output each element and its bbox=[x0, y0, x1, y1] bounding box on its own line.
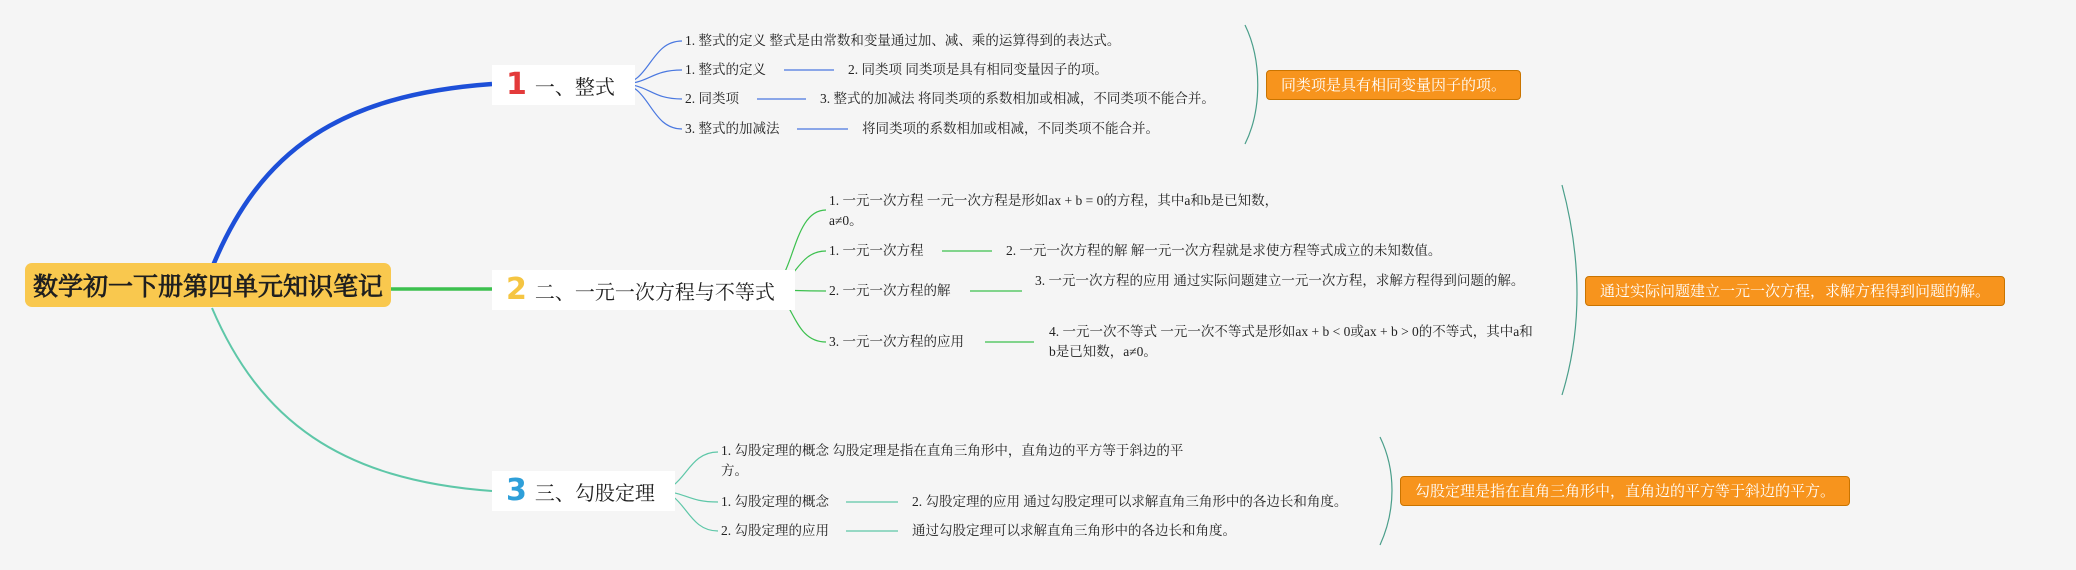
branch-2-summary[interactable]: 通过实际问题建立一元一次方程，求解方程得到问题的解。 bbox=[1585, 276, 2005, 306]
branch-3-bracket bbox=[1380, 437, 1392, 545]
branch-1-sub-2[interactable]: 3. 整式的加减法 将同类项的系数相加或相减，不同类项不能合并。 bbox=[820, 91, 1215, 106]
branch-2-bracket bbox=[1562, 185, 1577, 395]
branch-1-summary[interactable]: 同类项是具有相同变量因子的项。 bbox=[1266, 70, 1521, 100]
branch-3-node[interactable] bbox=[492, 471, 675, 511]
branch-3-item-3[interactable]: 2. 勾股定理的应用 bbox=[721, 523, 829, 538]
branch-1-item-2[interactable]: 1. 整式的定义 bbox=[685, 62, 766, 77]
branch-2-node[interactable] bbox=[492, 270, 795, 310]
branch-3-title: 三、勾股定理 bbox=[534, 480, 655, 505]
branch-2-sub-1[interactable]: 2. 一元一次方程的解 解一元一次方程就是求使方程等式成立的未知数值。 bbox=[1006, 243, 1442, 258]
root-topic[interactable] bbox=[25, 263, 391, 307]
branch-1-connectors bbox=[620, 41, 848, 129]
number-2-icon: 2 bbox=[506, 272, 527, 307]
branch-1-item-3[interactable]: 2. 同类项 bbox=[685, 91, 739, 106]
branch-2-item-2[interactable]: 1. 一元一次方程 bbox=[829, 243, 924, 258]
branch-3-item-2[interactable]: 1. 勾股定理的概念 bbox=[721, 494, 829, 509]
branch-2-item-1[interactable]: 1. 一元一次方程 一元一次方程是形如ax + b = 0的方程，其中a和b是已知数，a≠0。 bbox=[829, 193, 1279, 228]
branch-1-item-4[interactable]: 3. 整式的加减法 bbox=[685, 121, 780, 136]
branch-1-item-1[interactable]: 1. 整式的定义 整式是由常数和变量通过加、减、乘的运算得到的表达式。 bbox=[685, 33, 1121, 48]
number-3-icon: 3 bbox=[506, 473, 527, 508]
root-to-branch-3-line bbox=[212, 308, 492, 491]
root-to-branch-1-line bbox=[212, 84, 492, 268]
branch-1-sub-1[interactable]: 2. 同类项 同类项是具有相同变量因子的项。 bbox=[848, 62, 1108, 77]
branch-1-bracket bbox=[1245, 25, 1258, 144]
branch-1-sub-3[interactable]: 将同类项的系数相加或相减，不同类项不能合并。 bbox=[862, 121, 1159, 136]
branch-3-item-1[interactable]: 1. 勾股定理的概念 勾股定理是指在直角三角形中，直角边的平方等于斜边的平方。 bbox=[721, 443, 1184, 478]
branch-1-node[interactable] bbox=[492, 65, 635, 105]
branch-2-item-3[interactable]: 2. 一元一次方程的解 bbox=[829, 283, 951, 298]
branch-3-sub-1[interactable]: 2. 勾股定理的应用 通过勾股定理可以求解直角三角形中的各边长和角度。 bbox=[912, 494, 1348, 509]
branch-3-sub-2[interactable]: 通过勾股定理可以求解直角三角形中的各边长和角度。 bbox=[912, 523, 1236, 538]
branch-2-title: 二、一元一次方程与不等式 bbox=[534, 279, 775, 304]
branch-2-item-4[interactable]: 3. 一元一次方程的应用 bbox=[829, 334, 964, 349]
number-1-icon: 1 bbox=[506, 67, 527, 102]
branch-2-sub-2[interactable]: 3. 一元一次方程的应用 通过实际问题建立一元一次方程，求解方程得到问题的解。 bbox=[1035, 273, 1525, 288]
branch-3-summary[interactable]: 勾股定理是指在直角三角形中，直角边的平方等于斜边的平方。 bbox=[1400, 476, 1850, 506]
branch-1-title: 一、整式 bbox=[534, 74, 615, 99]
root-title: 数学初一下册第四单元知识笔记 bbox=[32, 272, 383, 301]
branch-2-sub-3[interactable]: 4. 一元一次不等式 一元一次不等式是形如ax + b < 0或ax + b > 0的不等式，其中a和b是已知数，a≠0。 bbox=[1049, 324, 1533, 359]
